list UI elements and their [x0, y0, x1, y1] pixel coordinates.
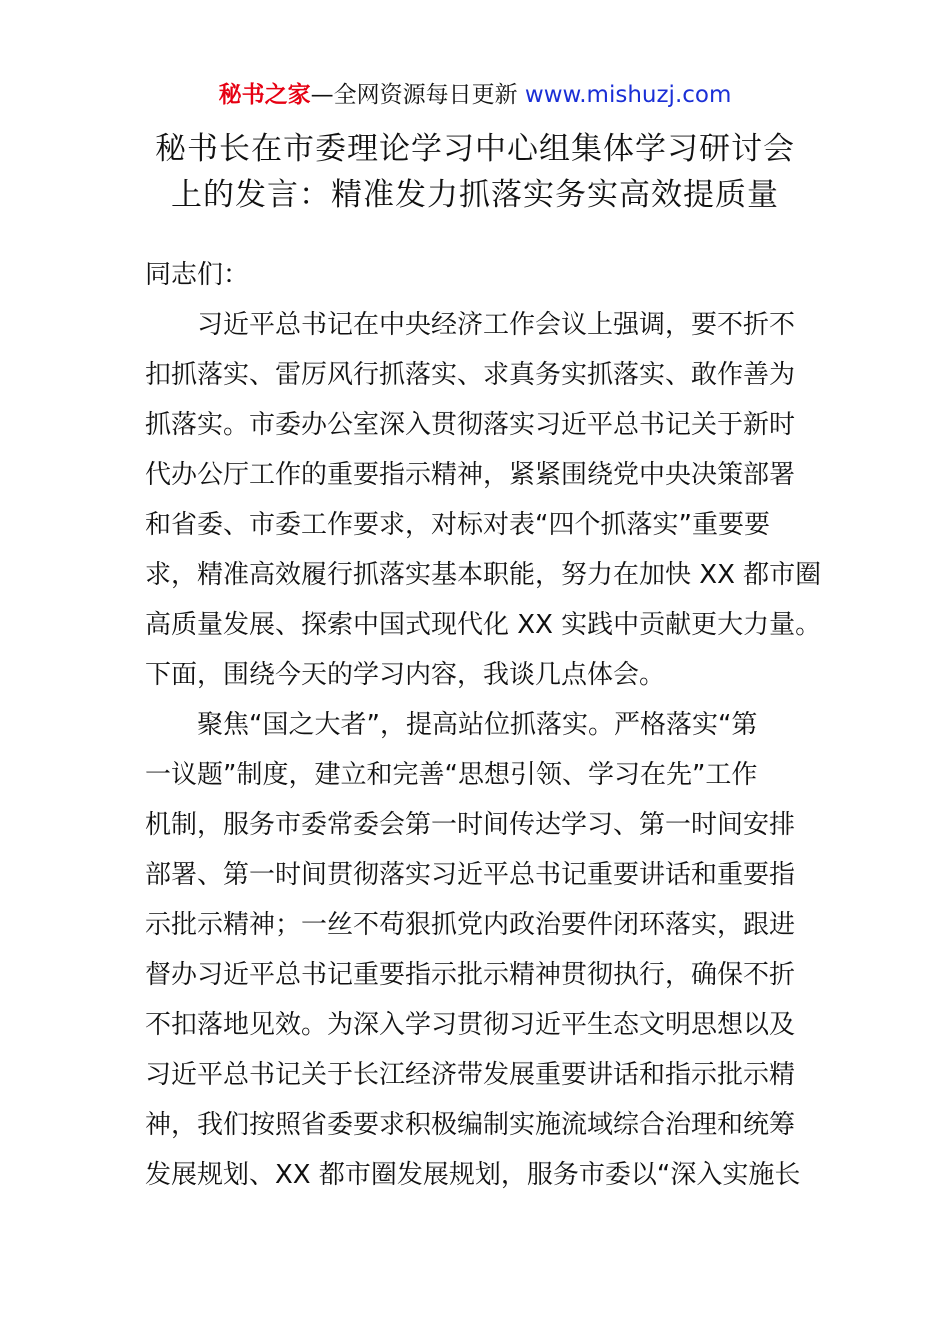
text-line: 抓落实。市委办公室深入贯彻落实习近平总书记关于新时	[145, 410, 796, 440]
text-line: 机制，服务市委常委会第一时间传达学习、第一时间安排	[145, 810, 796, 840]
text-line: 和省委、市委工作要求，对标对表“四个抓落实”重要要	[145, 510, 770, 540]
text-line: 高质量发展、探索中国式现代化 XX 实践中贡献更大力量。	[145, 610, 822, 640]
site-tagline: —全网资源每日更新	[310, 82, 525, 108]
text-line: 发展规划、XX 都市圈发展规划，服务市委以“深入实施长	[145, 1160, 801, 1190]
document-body	[145, 250, 822, 1200]
salutation: 同志们：	[145, 260, 250, 290]
site-header	[0, 78, 950, 112]
text-line: 示批示精神；一丝不苟狠抓党内政治要件闭环落实，跟进	[145, 910, 796, 940]
text-line: 部署、第一时间贯彻落实习近平总书记重要讲话和重要指	[145, 860, 796, 890]
text-line: 督办习近平总书记重要指示批示精神贯彻执行，确保不折	[145, 960, 796, 990]
text-line: 下面，围绕今天的学习内容，我谈几点体会。	[145, 660, 666, 690]
text-line: 神，我们按照省委要求积极编制实施流域综合治理和统筹	[145, 1110, 796, 1140]
site-brand: 秘书之家	[218, 82, 311, 108]
title-line-1: 秘书长在市委理论学习中心组集体学习研讨会	[155, 131, 795, 167]
title-line-2: 上的发言：精准发力抓落实务实高效提质量	[171, 177, 779, 213]
text-line: 一议题”制度，建立和完善“思想引领、学习在先”工作	[145, 760, 758, 790]
text-line: 习近平总书记在中央经济工作会议上强调，要不折不	[197, 310, 796, 340]
text-line: 代办公厅工作的重要指示精神，紧紧围绕党中央决策部署	[145, 460, 796, 490]
document-title	[60, 126, 890, 218]
text-line: 习近平总书记关于长江经济带发展重要讲话和指示批示精	[145, 1060, 796, 1090]
text-line: 扣抓落实、雷厉风行抓落实、求真务实抓落实、敢作善为	[145, 360, 796, 390]
text-line: 不扣落地见效。为深入学习贯彻习近平生态文明思想以及	[145, 1010, 796, 1040]
site-url-link[interactable]: www.mishuzj.com	[524, 82, 732, 108]
text-line: 聚焦“国之大者”，提高站位抓落实。严格落实“第	[197, 710, 758, 740]
text-line: 求，精准高效履行抓落实基本职能，努力在加快 XX 都市圈	[145, 560, 822, 590]
